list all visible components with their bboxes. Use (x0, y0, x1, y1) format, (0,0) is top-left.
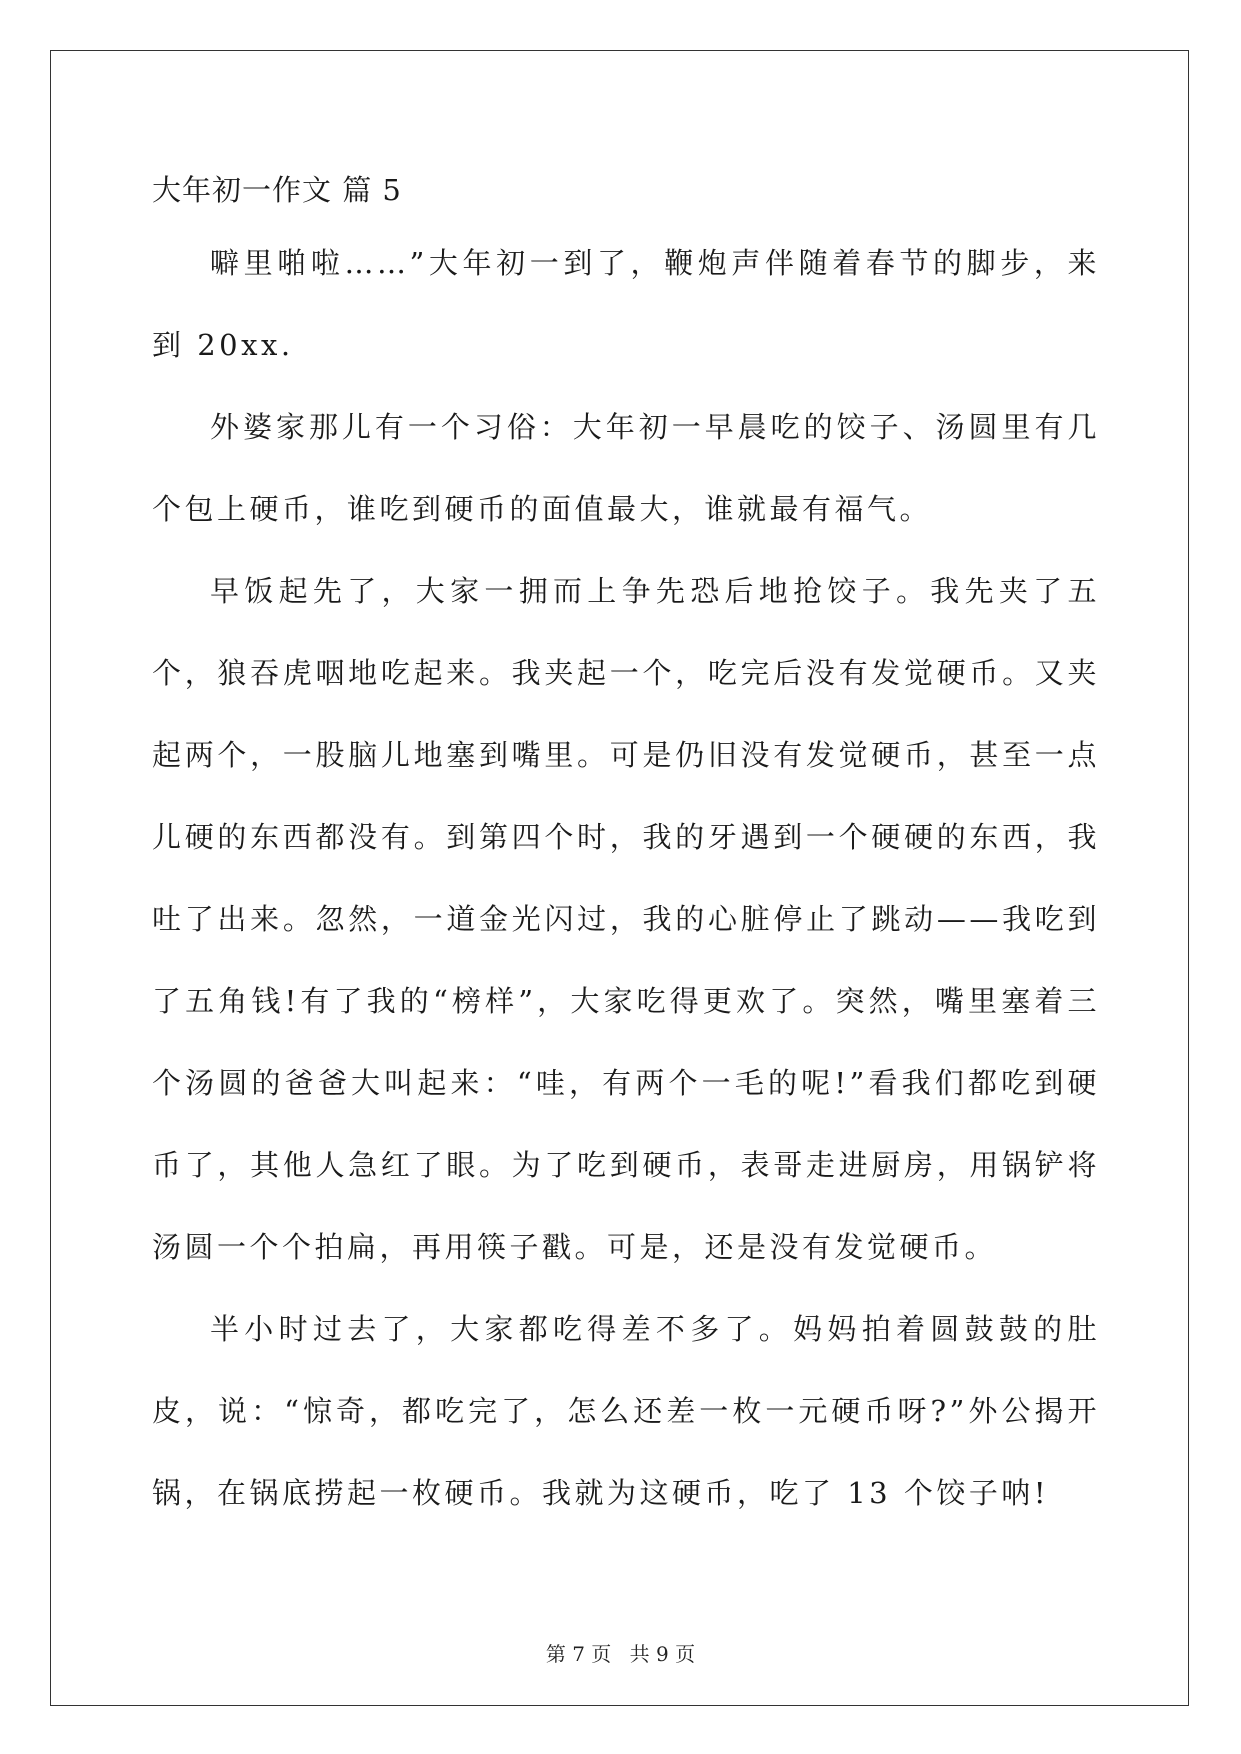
document-body (152, 222, 1100, 1534)
total-pages: 共 9 页 (629, 1642, 696, 1666)
document-title: 大年初一作文 篇 5 (152, 173, 402, 207)
paragraph: 早饭起先了，大家一拥而上争先恐后地抢饺子。我先夹了五个，狼吞虎咽地吃起来。我夹起一个，吃完后没有发觉硬币。又夹起两个，一股脑儿地塞到嘴里。可是仍旧没有发觉硬币，甚至一点儿硬的东西都没有。到第四个时，我的牙遇到一个硬硬的东西，我吐了出来。忽然，一道金光闪过，我的心脏停止了跳动——我吃到了五角钱!有了我的“榜样”，大家吃得更欢了。突然，嘴里塞着三个汤圆的爸爸大叫起来：“哇，有两个一毛的呢!”看我们都吃到硬币了，其他人急红了眼。为了吃到硬币，表哥走进厨房，用锅铲将汤圆一个个拍扁，再用筷子戳。可是，还是没有发觉硬币。 (152, 574, 1100, 1264)
paragraph: 半小时过去了，大家都吃得差不多了。妈妈拍着圆鼓鼓的肚皮，说：“惊奇，都吃完了，怎么还差一枚一元硬币呀?”外公揭开锅，在锅底捞起一枚硬币。我就为这硬币，吃了 13 个饺子呐! (152, 1312, 1100, 1510)
paragraph: 噼里啪啦……”大年初一到了，鞭炮声伴随着春节的脚步，来到 20xx. (152, 246, 1100, 362)
paragraph: 外婆家那儿有一个习俗：大年初一早晨吃的饺子、汤圆里有几个包上硬币，谁吃到硬币的面值最大，谁就最有福气。 (152, 410, 1100, 526)
page-footer (0, 1638, 1241, 1667)
current-page-number: 第 7 页 (545, 1642, 612, 1666)
